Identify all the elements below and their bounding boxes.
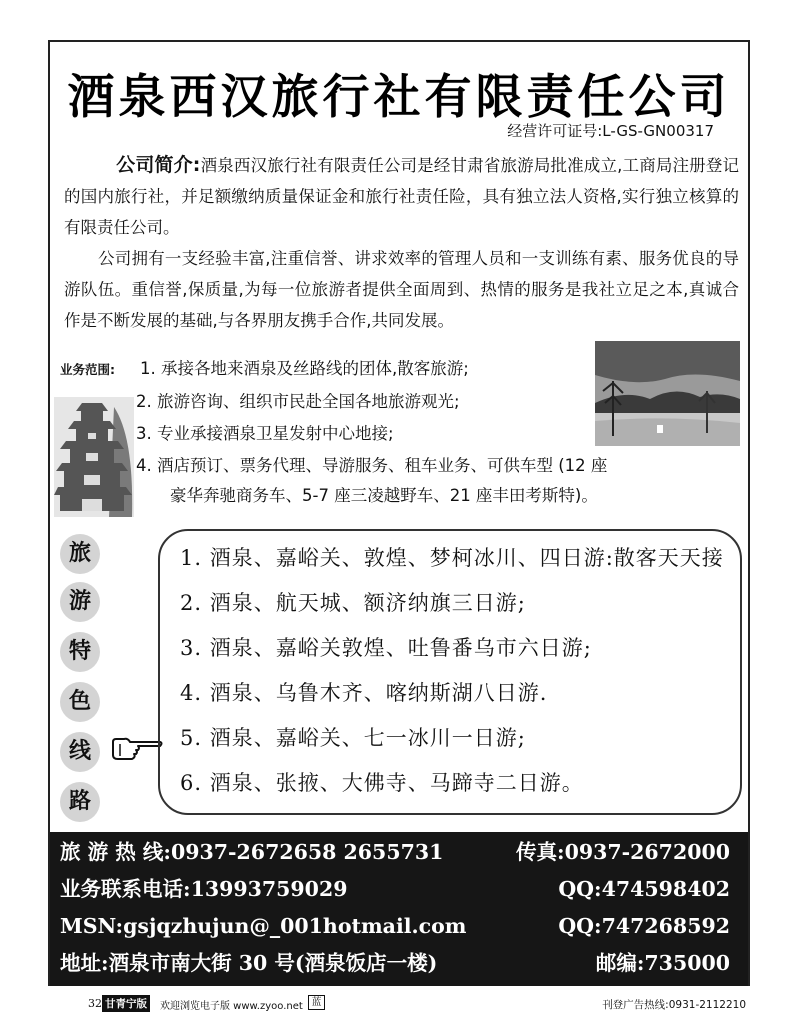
- route-item-5: 5. 酒泉、嘉峪关、七一冰川一日游;: [180, 726, 526, 750]
- footer-website-text: 欢迎浏览电子版 www.zyoo.net: [160, 1001, 303, 1012]
- edition-tag: 甘青宁版: [102, 995, 150, 1012]
- business-phone: 业务联系电话:13993759029: [60, 877, 348, 901]
- route-item-4: 4. 酒泉、乌鲁木齐、喀纳斯湖八日游.: [180, 681, 548, 705]
- business-item-2: 2. 旅游咨询、组织市民赴全国各地旅游观光;: [136, 392, 460, 411]
- pointing-hand-icon: [110, 734, 164, 764]
- license-number: 经营许可证号:L-GS-GN00317: [507, 122, 714, 140]
- routes-title-char-4: 色: [60, 682, 100, 722]
- address: 地址:酒泉市南大街 30 号(酒泉饭店一楼): [60, 951, 438, 975]
- pagoda-image: [54, 397, 134, 517]
- intro-text-1: 酒泉西汉旅行社有限责任公司是经甘肃省旅游局批准成立,工商局注册登记的国内旅行社，并足额缴纳质量保证金和旅行社责任险，具有独立法人资格,实行独立核算的有限责任公司。: [64, 156, 739, 237]
- ad-hotline: 刊登广告热线:0931-2112210: [602, 999, 746, 1011]
- travel-hotline: 旅 游 热 线:0937-2672658 2655731: [60, 840, 444, 864]
- business-scope-label: 业务范围:: [60, 362, 115, 377]
- fax-number: 传真:0937-2672000: [516, 840, 730, 864]
- route-item-1: 1. 酒泉、嘉峪关、敦煌、梦柯冰川、四日游:散客天天接: [180, 546, 724, 570]
- featured-routes-box: [158, 529, 742, 815]
- routes-title-char-6: 路: [60, 782, 100, 822]
- route-item-6: 6. 酒泉、张掖、大佛寺、马蹄寺二日游。: [180, 771, 584, 795]
- contact-panel: [50, 832, 748, 986]
- color-badge: 蓝: [308, 995, 325, 1010]
- route-item-2: 2. 酒泉、航天城、额济纳旗三日游;: [180, 591, 526, 615]
- qq-number-2: QQ:747268592: [558, 914, 730, 938]
- route-item-3: 3. 酒泉、嘉峪关敦煌、吐鲁番乌市六日游;: [180, 636, 592, 660]
- routes-title-char-2: 游: [60, 582, 100, 622]
- routes-title-char-5: 线: [60, 732, 100, 772]
- page-number: 32: [88, 997, 102, 1010]
- page-footer: [48, 993, 750, 1015]
- qq-number-1: QQ:474598402: [558, 877, 730, 901]
- business-item-3: 3. 专业承接酒泉卫星发射中心地接;: [136, 424, 394, 443]
- intro-paragraph-1: [64, 150, 739, 243]
- business-item-1: 1. 承接各地来酒泉及丝路线的团体,散客旅游;: [140, 359, 469, 378]
- landscape-image: [595, 341, 740, 446]
- routes-title-char-1: 旅: [60, 534, 100, 574]
- business-item-4-continued: 豪华奔驰商务车、5-7 座三凌越野车、21 座丰田考斯特)。: [170, 486, 598, 505]
- routes-title-char-3: 特: [60, 632, 100, 672]
- intro-heading: 公司简介:: [116, 154, 201, 176]
- msn-account: MSN:gsjqzhujun@_001hotmail.com: [60, 914, 467, 938]
- advertisement-frame: [48, 40, 750, 986]
- company-intro: [64, 150, 739, 336]
- business-item-4: 4. 酒店预订、票务代理、导游服务、租车业务、可供车型 (12 座: [136, 456, 608, 475]
- intro-paragraph-2: 公司拥有一支经验丰富,注重信誉、讲求效率的管理人员和一支训练有素、服务优良的导游队伍。重信誉,保质量,为每一位旅游者提供全面周到、热情的服务是我社立足之本,真诚合作是不断发展的基础,与各界朋友携手合作,共同发展。: [64, 249, 739, 330]
- postcode: 邮编:735000: [595, 951, 730, 975]
- company-title: 酒泉西汉旅行社有限责任公司: [67, 70, 731, 125]
